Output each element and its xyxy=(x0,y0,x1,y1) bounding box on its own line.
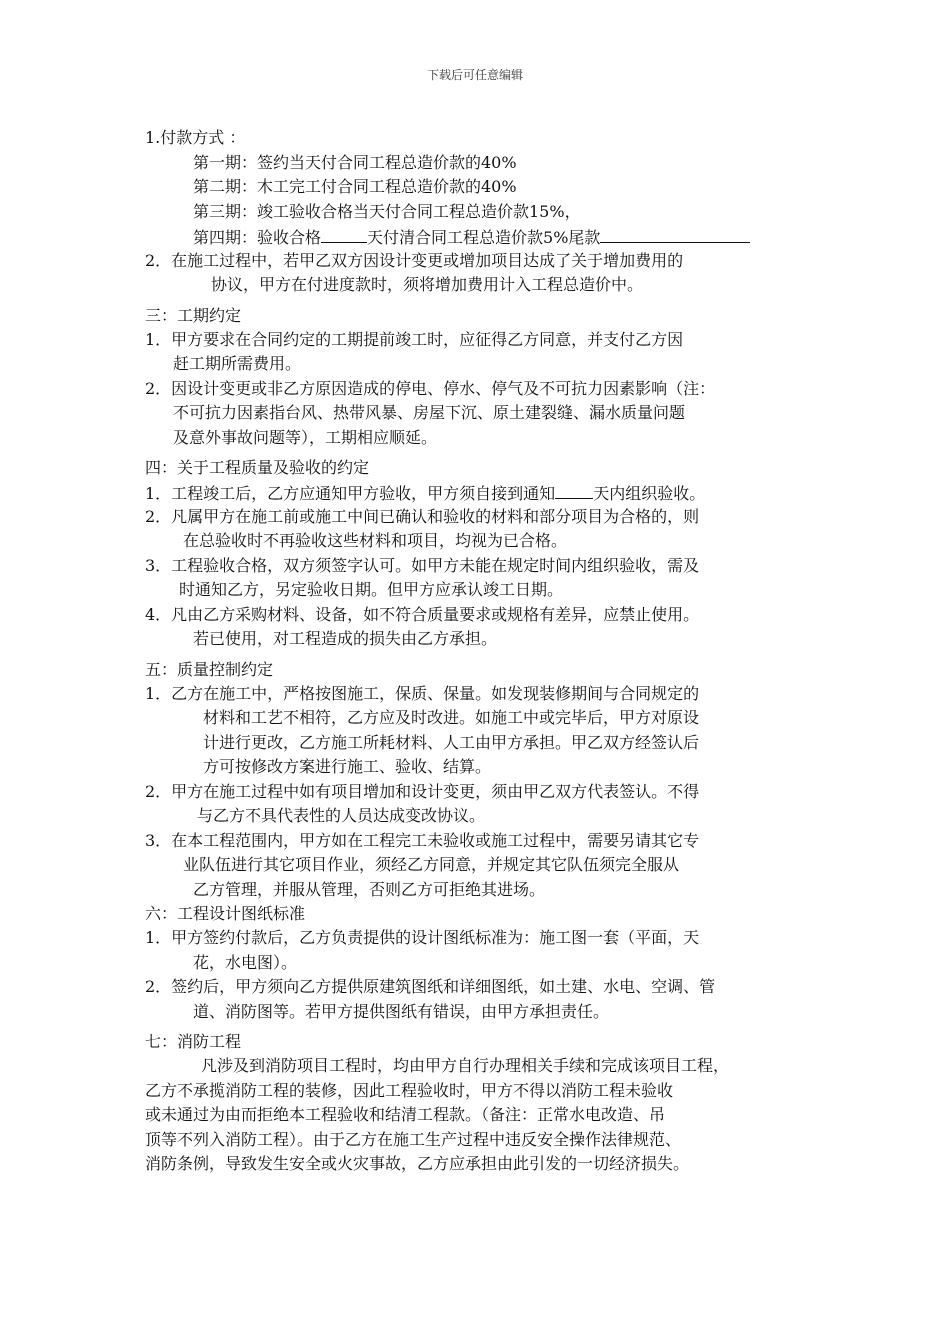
sec7-line-1: 凡涉及到消防项目工程时，均由甲方自行办理相关手续和完成该项目工程， xyxy=(201,1056,730,1075)
sec3-item-2-line-2: 不可抗力因素指台风、热带风暴、房屋下沉、原土建裂缝、漏水质量问题 xyxy=(173,403,686,422)
sec4-item-1-part-b: 天内组织验收。 xyxy=(593,484,706,503)
sec4-item-4-line-2: 若已使用，对工程造成的损失由乙方承担。 xyxy=(193,629,498,648)
section-6-title: 六：工程设计图纸标准 xyxy=(145,904,306,923)
sec6-item-2-line-1: 2．签约后，甲方须向乙方提供原建筑图纸和详细图纸，如土建、水电、空调、管 xyxy=(145,977,716,996)
payment-phase-3: 第三期：竣工验收合格当天付合同工程总造价款15%， xyxy=(193,201,581,221)
sec4-item-1-part-a: 1．工程竣工后，乙方应通知甲方验收，甲方须自接到通知 xyxy=(145,484,556,503)
sec7-line-4: 顶等不列入消防工程）。由于乙方在施工生产过程中违反安全操作法律规范、 xyxy=(145,1129,682,1149)
blank-line xyxy=(555,480,593,499)
sec7-line-3: 或未通过为由而拒绝本工程验收和结清工程款。（备注：正常水电改造、吊 xyxy=(145,1105,666,1124)
sec7-line-2: 乙方不承揽消防工程的装修，因此工程验收时，甲方不得以消防工程未验收 xyxy=(145,1080,674,1100)
payment-phase-1: 第一期：签约当天付合同工程总造价款的40% xyxy=(193,152,517,172)
payment-title: 1.付款方式 ： xyxy=(145,128,246,147)
sec4-item-2-line-2: 在总验收时不再验收这些材料和项目，均视为已合格。 xyxy=(183,531,568,550)
sec4-item-4-line-1: 4．凡由乙方采购材料、设备，如不符合质量要求或规格有差异，应禁止使用。 xyxy=(145,604,700,624)
payment-phase-2: 第二期：木工完工付合同工程总造价款的40% xyxy=(193,177,517,196)
sec5-item-1-line-1: 1．乙方在施工中，严格按图施工，保质、保量。如发现装修期间与合同规定的 xyxy=(145,683,700,703)
sec4-item-1 xyxy=(145,480,815,505)
payment-phase-4-part-a: 第四期：验收合格 xyxy=(193,228,322,247)
payment-item-2-line-2: 协议，甲方在付进度款时，须将增加费用计入工程总造价中。 xyxy=(211,275,644,294)
sec4-item-3-line-2: 时通知乙方，另定验收日期。但甲方应承认竣工日期。 xyxy=(179,580,564,599)
sec5-item-3-line-3: 乙方管理，并服从管理，否则乙方可拒绝其进场。 xyxy=(193,879,546,899)
sec6-item-1-line-2: 花，水电图）。 xyxy=(193,952,298,972)
sec5-item-3-line-2: 业队伍进行其它项目作业，须经乙方同意，并规定其它队伍须完全服从 xyxy=(183,855,680,874)
section-4-title: 四：关于工程质量及验收的约定 xyxy=(145,458,370,477)
sec4-item-3-line-1: 3．工程验收合格，双方须签字认可。如甲方未能在规定时间内组织验收，需及 xyxy=(145,555,700,575)
section-5-title: 五：质量控制约定 xyxy=(145,659,274,679)
sec4-item-2-line-1: 2．凡属甲方在施工前或施工中间已确认和验收的材料和部分项目为合格的，则 xyxy=(145,506,700,526)
sec7-line-5: 消防条例，导致发生安全或火灾事故，乙方应承担由此引发的一切经济损失。 xyxy=(145,1154,690,1173)
sec5-item-3-line-1: 3．在本工程范围内，甲方如在工程完工未验收或施工过程中，需要另请其它专 xyxy=(145,830,700,850)
sec6-item-2-line-2: 道、消防图等。若甲方提供图纸有错误，由甲方承担责任。 xyxy=(193,1001,610,1021)
blank-line xyxy=(321,224,367,243)
page-header: 下载后可任意编辑 xyxy=(426,68,523,82)
sec5-item-1-line-2: 材料和工艺不相符，乙方应及时改进。如施工中或完毕后，甲方对原设 xyxy=(203,708,700,727)
sec5-item-2-line-1: 2．甲方在施工过程中如有项目增加和设计变更，须由甲乙双方代表签认。不得 xyxy=(145,781,700,801)
sec3-item-2-line-3: 及意外事故问题等），工期相应顺延。 xyxy=(173,427,438,447)
blank-line xyxy=(600,224,750,243)
sec3-item-1-line-2: 赶工期所需费用。 xyxy=(173,354,302,373)
sec5-item-1-line-3: 计进行更改，乙方施工所耗材料、人工由甲方承担。甲乙双方经签认后 xyxy=(203,732,700,752)
sec5-item-2-line-2: 与乙方不具代表性的人员达成变改协议。 xyxy=(197,806,486,825)
payment-item-2-line-1: 2．在施工过程中，若甲乙双方因设计变更或增加项目达成了关于增加费用的 xyxy=(145,250,684,270)
sec3-item-2-line-1: 2．因设计变更或非乙方原因造成的停电、停水、停气及不可抗力因素影响（注： xyxy=(145,378,716,398)
payment-phase-4-part-b: 天付清合同工程总造价款5%尾款 xyxy=(367,228,601,247)
sec5-item-1-line-4: 方可按修改方案进行施工、验收、结算。 xyxy=(203,757,492,776)
section-3-title: 三：工期约定 xyxy=(145,305,242,325)
sec6-item-1-line-1: 1．甲方签约付款后，乙方负责提供的设计图纸标准为：施工图一套（平面，天 xyxy=(145,928,700,947)
payment-phase-4 xyxy=(145,224,815,249)
document-body xyxy=(145,126,815,1177)
section-7-title: 七：消防工程 xyxy=(145,1032,242,1051)
sec3-item-1-line-1: 1．甲方要求在合同约定的工期提前竣工时，应征得乙方同意，并支付乙方因 xyxy=(145,329,684,349)
